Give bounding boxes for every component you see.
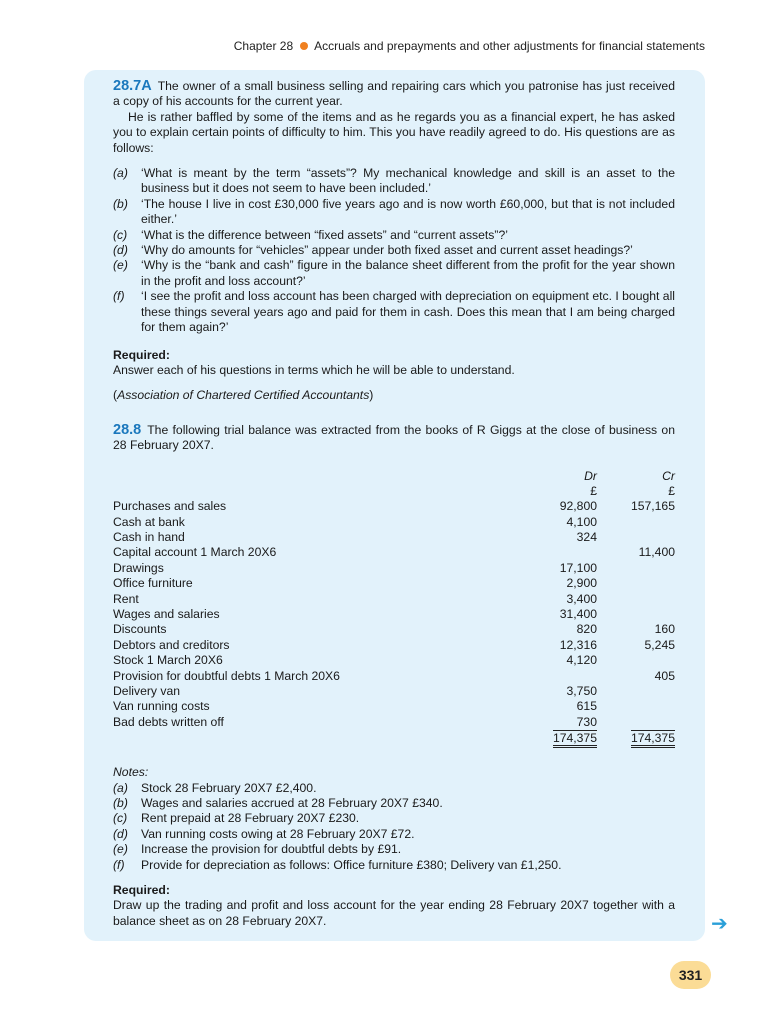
dr-amount: 3,400 [566,591,597,606]
dr-amount: 31,400 [559,607,597,622]
page-header [234,39,705,53]
account-name: Rent [113,591,139,606]
account-name: Provision for doubtful debts 1 March 20X6 [113,668,340,683]
list-item: (a) Stock 28 February 20X7 £2,400. [113,780,317,795]
trial-balance-table [113,469,675,749]
table-row [113,545,675,560]
list-item: (c) ‘What is the difference between “fixed assets” and “current assets”?’ [113,227,508,242]
account-name: Bad debts written off [113,714,224,729]
table-row [113,715,675,730]
required-text: Answer each of his questions in terms which he will be able to understand. [113,362,515,377]
dr-amount [541,545,597,560]
question-28-8-intro: 28.8 The following trial balance was extracted from the books of R Giggs at the close of business on 28 February 20X7. [113,421,675,453]
question-number: 28.8 [113,421,142,438]
cr-amount [597,699,675,714]
cr-amount [597,653,675,668]
dr-amount: 17,100 [559,560,597,575]
total-dr: 174,375 [553,730,597,748]
list-item: (c) Rent prepaid at 28 February 20X7 £230. [113,811,360,826]
table-row [113,638,675,653]
account-name: Cash at bank [113,514,185,529]
cr-amount [597,515,675,530]
account-name: Cash in hand [113,530,185,545]
cr-amount [597,715,675,730]
dr-amount: 324 [576,530,597,545]
dr-amount: 3,750 [566,684,597,698]
table-row [113,515,675,530]
dr-amount: 12,316 [559,637,597,652]
account-name: Office furniture [113,576,193,591]
table-row [113,592,675,607]
cr-amount [597,592,675,607]
cr-amount: 157,165 [630,499,675,514]
table-row [113,622,675,637]
list-item: (f) Provide for depreciation as follows: Office furniture £380; Delivery van £1,250. [113,857,562,872]
list-item: (b) ‘The house I live in cost £30,000 five years ago and is now worth £60,000, but that is not included either.’ [113,196,675,227]
table-row [113,561,675,576]
account-name: Capital account 1 March 20X6 [113,545,277,560]
page-number: 331 [670,961,711,989]
dr-amount: 2,900 [566,576,597,591]
question-number: 28.7A [113,78,152,94]
currency-row: £ £ [590,483,675,498]
dr-amount: 820 [576,622,597,637]
list-item: (d) ‘Why do amounts for “vehicles” appear under both fixed asset and current asset headings?’ [113,243,633,258]
dr-amount: 730 [576,714,597,729]
account-name: Van running costs [113,699,210,714]
cr-column-header: Cr [662,468,675,483]
list-item: (f) ‘I see the profit and loss account has been charged with depreciation on equipment etc. I bought all these things several years ago and paid for them in cash. Does this mean that I am being charged for them again?’ [113,289,675,335]
account-name: Wages and salaries [113,607,220,622]
cr-amount: 5,245 [644,637,675,652]
dr-amount: 4,120 [566,653,597,668]
bullet-dot-icon [300,42,308,50]
dr-amount [541,669,597,684]
required-heading: Required: [113,883,170,898]
totals-row [113,730,675,748]
dr-amount: 92,800 [559,499,597,514]
dr-column-header: Dr [584,468,597,483]
table-row [113,653,675,668]
continue-arrow-icon: ➔ [711,913,728,935]
cr-amount: 160 [654,622,675,637]
table-row [113,576,675,591]
cr-amount [597,607,675,622]
cr-amount: 11,400 [638,545,675,560]
required-text: Draw up the trading and profit and loss account for the year ending 28 February 20X7 together with a balance sheet as on 28 February 20X7. [113,898,675,928]
cr-amount [597,684,675,699]
required-heading: Required: [113,347,170,362]
table-row [113,530,675,545]
total-cr: 174,375 [631,730,675,748]
table-row [113,669,675,684]
chapter-title: Accruals and prepayments and other adjustments for financial statements [314,39,705,53]
list-item: (e) Increase the provision for doubtful debts by £91. [113,842,402,857]
account-name: Drawings [113,560,164,575]
cr-amount: 405 [654,668,675,683]
chapter-label: Chapter 28 [233,39,294,53]
list-item: (d) Van running costs owing at 28 February 20X7 £72. [113,826,415,841]
dr-amount: 4,100 [566,514,597,529]
notes-list [113,781,675,873]
account-name: Delivery van [113,684,181,698]
account-name: Stock 1 March 20X6 [113,653,223,668]
question-28-7a-para: He is rather baffled by some of the items and as he regards you as a financial expert, he has asked you to explain certain points of difficulty to him. This you have readily agreed to do. His questions are as follows: [113,109,675,155]
account-name: Purchases and sales [113,499,227,514]
list-item: (e) ‘Why is the “bank and cash” figure in the balance sheet different from the profit for the year shown in the profit and loss account?’ [113,258,675,288]
question-28-7a-intro: 28.7A The owner of a small business selling and repairing cars which you patronise has just received a copy of his accounts for the current year. [113,78,675,109]
table-header [113,469,675,484]
list-item: (b) Wages and salaries accrued at 28 February 20X7 £340. [113,795,443,810]
table-row [113,699,675,714]
notes-heading: Notes: [113,765,149,780]
source-credit: (Association of Chartered Certified Accountants) [113,388,374,403]
exercise-content [113,79,675,929]
table-row [113,607,675,622]
table-row [113,499,675,514]
account-name: Discounts [113,622,167,637]
table-row [113,684,675,699]
cr-amount [597,561,675,576]
list-item: (a) ‘What is meant by the term “assets”? My mechanical knowledge and skill is an asset to the business but it does not seem to have been included.’ [113,166,675,196]
question-list [113,166,675,335]
cr-amount [597,576,675,591]
account-name: Debtors and creditors [113,637,230,652]
cr-amount [597,530,675,545]
dr-amount: 615 [576,699,597,714]
